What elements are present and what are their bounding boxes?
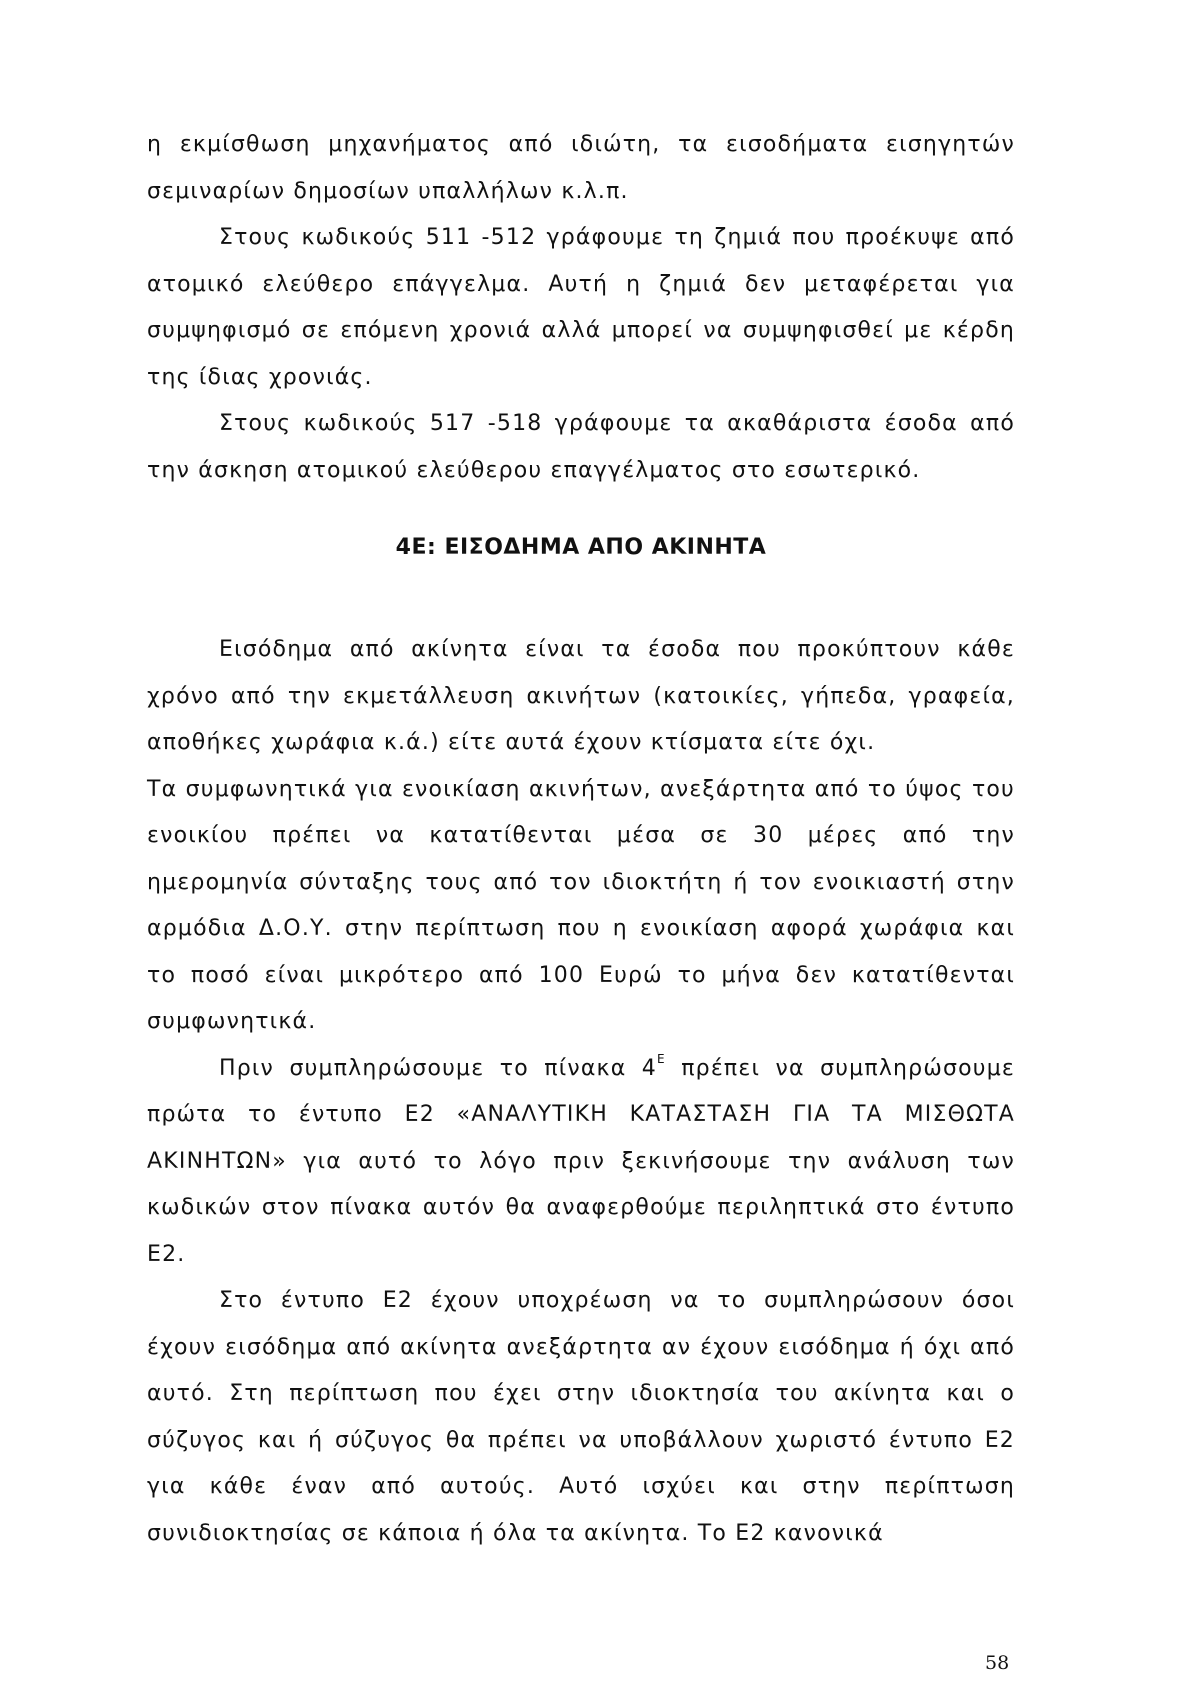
paragraph-form-e2-intro-rest: πρέπει να συμπληρώσουμε πρώτα το έντυπο Ε2 «ΑΝΑΛΥΤΙΚΗ ΚΑΤΑΣΤΑΣΗ ΓΙΑ ΤΑ ΜΙΣΘΩΤΑ ΑΚΙΝΗΤΩΝ» για αυτό το λόγο πριν ξεκινήσουμε την ανάλυση των κωδικών στον πίνακα αυτόν θα αναφερθούμε περιληπτικά στο έντυπο Ε2. xyxy=(147,1055,1015,1267)
paragraph-codes-517-518: Στους κωδικούς 517 -518 γράφουμε τα ακαθάριστα έσοδα από την άσκηση ατομικού ελεύθερου επαγγέλματος στο εσωτερικό. xyxy=(147,411,1015,483)
superscript-e: Ε xyxy=(657,1051,666,1066)
paragraph-form-e2-obligation: Στο έντυπο Ε2 έχουν υποχρέωση να το συμπληρώσουν όσοι έχουν εισόδημα από ακίνητα ανεξάρτητα αν έχουν εισόδημα ή όχι από αυτό. Στη περίπτωση που έχει στην ιδιοκτησία του ακίνητα και ο σύζυγος και ή σύζυγος θα πρέπει να υποβάλλουν χωριστό έντυπο Ε2 για κάθε έναν από αυτούς. Αυτό ισχύει και στην περίπτωση συνιδιοκτησίας σε κάποια ή όλα τα ακίνητα. Το Ε2 κανονικά xyxy=(147,1288,1015,1546)
paragraph-form-e2-intro xyxy=(147,1046,1015,1279)
section-text xyxy=(147,627,1015,1557)
page-number: 58 xyxy=(985,1652,1010,1674)
paragraph-codes-511-512: Στους κωδικούς 511 -512 γράφουμε τη ζημιά που προέκυψε από ατομικό ελεύθερο επάγγελμα. Αυτή η ζημιά δεν μεταφέρεται για συμψηφισμό σε επόμενη χρονιά αλλά μπορεί να συμψηφισθεί με κέρδη της ίδιας χρονιάς. xyxy=(147,225,1015,390)
paragraph-property-income: Εισόδημα από ακίνητα είναι τα έσοδα που προκύπτουν κάθε χρόνο από την εκμετάλλευση ακινήτων (κατοικίες, γήπεδα, γραφεία, αποθήκες χωράφια κ.ά.) είτε αυτά έχουν κτίσματα είτε όχι. xyxy=(147,637,1015,755)
paragraph-continuation: η εκμίσθωση μηχανήματος από ιδιώτη, τα εισοδήματα εισηγητών σεμιναρίων δημοσίων υπαλλήλων κ.λ.π. xyxy=(147,132,1015,204)
intro-text xyxy=(147,122,1015,494)
section-heading: 4Ε: ΕΙΣΟΔΗΜΑ ΑΠΟ ΑΚΙΝΗΤΑ xyxy=(395,535,767,560)
paragraph-form-e2-intro-start: Πριν συμπληρώσουμε το πίνακα 4 xyxy=(219,1055,658,1081)
paragraph-rental-contracts: Τα συμφωνητικά για ενοικίαση ακινήτων, ανεξάρτητα από το ύψος του ενοικίου πρέπει να κατατίθενται μέσα σε 30 μέρες από την ημερομηνία σύνταξης τους από τον ιδιοκτήτη ή τον ενοικιαστή στην αρμόδια Δ.Ο.Υ. στην περίπτωση που η ενοικίαση αφορά χωράφια και το ποσό είναι μικρότερο από 100 Ευρώ το μήνα δεν κατατίθενται συμφωνητικά. xyxy=(147,776,1015,1034)
